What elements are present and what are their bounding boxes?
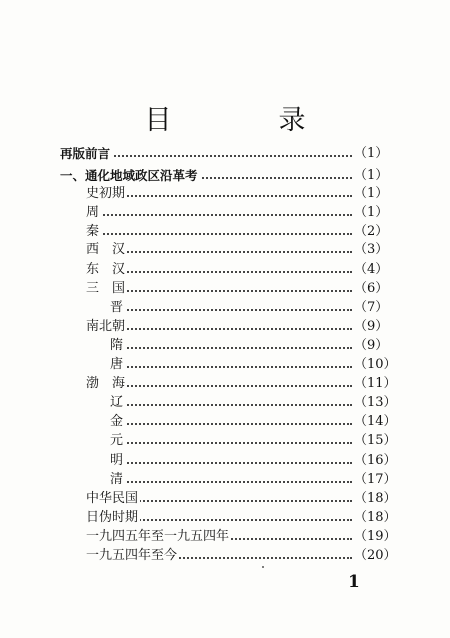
toc-entry bbox=[0, 431, 450, 451]
toc-entry-page: （14） bbox=[354, 412, 388, 432]
toc-entry bbox=[0, 470, 450, 490]
toc-entry-page: （1） bbox=[354, 203, 388, 223]
toc-entry-page: （11） bbox=[354, 374, 388, 394]
toc-entry bbox=[0, 355, 450, 375]
toc-entry-label: 晋 bbox=[110, 298, 125, 318]
toc-entry bbox=[0, 298, 450, 318]
toc-entry-label: 西 汉 bbox=[86, 240, 127, 260]
toc-entry-page: （1） bbox=[354, 144, 388, 164]
toc-entry bbox=[0, 451, 450, 471]
toc-entry-page: （4） bbox=[354, 260, 388, 280]
toc-entry-label: 日伪时期 bbox=[86, 508, 140, 528]
toc-entry bbox=[0, 527, 450, 547]
toc-entry-page: （6） bbox=[354, 279, 388, 299]
toc-entry-page: （7） bbox=[354, 298, 388, 318]
toc-entry-label: 秦 bbox=[86, 222, 101, 242]
toc-entry bbox=[0, 144, 450, 164]
leader-dots bbox=[120, 423, 352, 425]
leader-dots bbox=[120, 366, 352, 368]
leader-dots bbox=[96, 328, 352, 330]
toc-entry-label: 渤 海 bbox=[86, 374, 127, 394]
toc-entry bbox=[0, 184, 450, 204]
leader-dots bbox=[96, 251, 352, 253]
leader-dots bbox=[96, 290, 352, 292]
leader-dots bbox=[96, 385, 352, 387]
leader-dots bbox=[120, 442, 352, 444]
toc-entry-page: （9） bbox=[354, 336, 388, 356]
toc-entry-page: （18） bbox=[354, 489, 388, 509]
toc-title: 目 录 bbox=[144, 105, 346, 136]
toc-entry-page: （1） bbox=[354, 184, 388, 204]
toc-entry-label: 隋 bbox=[110, 336, 125, 356]
toc-entry-page: （9） bbox=[354, 317, 388, 337]
toc-entry bbox=[0, 222, 450, 242]
leader-dots bbox=[96, 195, 352, 197]
toc-entry bbox=[0, 412, 450, 432]
toc-entry-label: 再版前言 bbox=[60, 144, 112, 164]
leader-dots bbox=[120, 404, 352, 406]
toc-entry-label: 中华民国 bbox=[86, 489, 140, 509]
toc-entry bbox=[0, 317, 450, 337]
toc-entry bbox=[0, 260, 450, 280]
toc-entry bbox=[0, 203, 450, 223]
page-number: 1 bbox=[348, 572, 360, 592]
toc-entry bbox=[0, 279, 450, 299]
leader-dots bbox=[96, 214, 352, 216]
toc-entry bbox=[0, 166, 450, 186]
toc-entry bbox=[0, 489, 450, 509]
toc-entry-page: （16） bbox=[354, 451, 388, 471]
toc-entry-label: 南北朝 bbox=[86, 317, 127, 337]
toc-entry-page: （20） bbox=[354, 546, 388, 566]
leader-dots bbox=[120, 462, 352, 464]
toc-entry-label: 辽 bbox=[110, 393, 125, 413]
leader-dots bbox=[96, 233, 352, 235]
toc-entry-label: 史初期 bbox=[86, 184, 127, 204]
toc-entry-label: 元 bbox=[110, 431, 125, 451]
toc-entry-label: 周 bbox=[86, 203, 101, 223]
toc-entry bbox=[0, 393, 450, 413]
toc-entry-page: （13） bbox=[354, 393, 388, 413]
toc-entry-page: （1） bbox=[354, 166, 388, 186]
toc-entry bbox=[0, 374, 450, 394]
leader-dots bbox=[120, 347, 352, 349]
toc-entry bbox=[0, 508, 450, 528]
leader-dots bbox=[96, 271, 352, 273]
toc-entry bbox=[0, 336, 450, 356]
toc-entry-page: （18） bbox=[354, 508, 388, 528]
toc-entry-page: （17） bbox=[354, 470, 388, 490]
toc-entry-label: 一九五四年至今 bbox=[86, 546, 179, 566]
toc-entry-label: 一、通化地域政区沿革考 bbox=[60, 166, 200, 186]
toc-entry-label: 清 bbox=[110, 470, 125, 490]
toc-entry-page: （10） bbox=[354, 355, 388, 375]
toc-entry-page: （3） bbox=[354, 240, 388, 260]
toc-entry-page: （2） bbox=[354, 222, 388, 242]
leader-dots bbox=[70, 155, 352, 157]
toc-entry-label: 明 bbox=[110, 451, 125, 471]
toc-entry-label: 金 bbox=[110, 412, 125, 432]
toc-entry-label: 一九四五年至一九五四年 bbox=[86, 527, 231, 547]
toc-entry-page: （15） bbox=[354, 431, 388, 451]
toc-entry bbox=[0, 546, 450, 566]
toc-entry bbox=[0, 240, 450, 260]
toc-entry-label: 东 汉 bbox=[86, 260, 127, 280]
leader-dots bbox=[120, 309, 352, 311]
print-speck bbox=[262, 566, 264, 568]
toc-entry-label: 三 国 bbox=[86, 279, 127, 299]
toc-entry-label: 唐 bbox=[110, 355, 125, 375]
toc-entry-page: （19） bbox=[354, 527, 388, 547]
leader-dots bbox=[120, 481, 352, 483]
